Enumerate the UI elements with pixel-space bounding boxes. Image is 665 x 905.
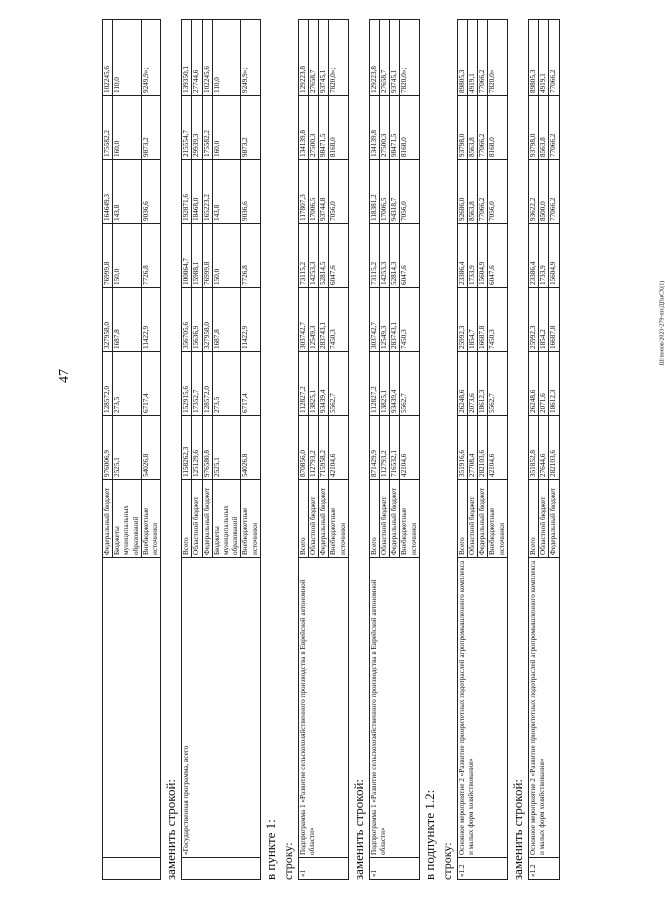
amount-cell: 1733,9: [468, 224, 478, 288]
amount-cell: 13825,1: [309, 352, 319, 416]
amount-cell: 27658,7: [380, 20, 390, 96]
amount-cell: 15604,9: [478, 224, 488, 288]
amount-cell: 7820,0»: [488, 20, 507, 96]
program-table-1: [181, 19, 261, 880]
amount-cell: 77066,2: [549, 96, 559, 160]
amount-cell: 13825,1: [380, 352, 390, 416]
amount-cell: 54026,8: [141, 416, 160, 480]
amount-cell: 93622,2: [528, 160, 538, 224]
amount-cell: 7820,0»;: [329, 20, 348, 96]
amount-cell: 125129,6: [192, 416, 202, 480]
amount-cell: 327958,0: [202, 288, 212, 352]
amount-cell: 54026,8: [241, 416, 260, 480]
amount-cell: 9036,6: [241, 160, 260, 224]
amount-cell: 303742,7: [369, 288, 379, 352]
table-row: [457, 20, 467, 880]
amount-cell: 716532,1: [390, 416, 400, 480]
table-row: [182, 20, 192, 880]
amount-cell: 164649,3: [103, 160, 113, 224]
page-number: 47: [57, 369, 72, 383]
amount-cell: 303742,7: [298, 288, 308, 352]
amount-cell: 93798,0: [457, 96, 467, 160]
amount-cell: 143,8: [212, 160, 241, 224]
amount-cell: 98471,5: [319, 96, 329, 160]
amount-cell: 16687,8: [549, 288, 559, 352]
amount-cell: 134139,8: [298, 96, 308, 160]
amount-cell: 1854,2: [539, 288, 549, 352]
amount-cell: 29939,3: [192, 96, 202, 160]
amount-cell: 27500,3: [309, 96, 319, 160]
amount-cell: 25992,3: [457, 288, 467, 352]
amount-cell: 327958,0: [103, 288, 113, 352]
amount-cell: 8500,0: [539, 160, 549, 224]
amount-cell: 128572,0: [103, 352, 113, 416]
amount-cell: 110,0: [212, 20, 241, 96]
amount-cell: 11422,9: [141, 288, 160, 352]
amount-cell: 143,8: [113, 160, 142, 224]
table-1-section: [181, 0, 261, 880]
funding-source-cell: Всего: [182, 480, 192, 558]
amount-cell: 6047,6: [329, 224, 348, 288]
amount-cell: 1854,7: [468, 288, 478, 352]
amount-cell: 93439,4: [319, 352, 329, 416]
amount-cell: 76999,8: [103, 224, 113, 288]
amount-cell: 27500,3: [380, 96, 390, 160]
amount-cell: 23386,4: [528, 224, 538, 288]
amount-cell: 7056,0: [488, 160, 507, 224]
table-3-body: [369, 20, 419, 880]
amount-cell: 6717,4: [141, 352, 160, 416]
amount-cell: 175582,2: [202, 96, 212, 160]
funding-source-cell: Внебюджетные источники: [400, 480, 419, 558]
amount-cell: 715958,2: [319, 416, 329, 480]
amount-cell: 27658,7: [309, 20, 319, 96]
amount-cell: 2071,6: [539, 352, 549, 416]
amount-cell: 8563,8: [468, 160, 478, 224]
funding-source-cell: Бюджеты муниципальных образований: [212, 480, 241, 558]
funding-source-cell: Всего: [457, 480, 467, 558]
amount-cell: 129223,8: [298, 20, 308, 96]
amount-cell: 175582,2: [103, 96, 113, 160]
amount-cell: 100864,7: [182, 224, 192, 288]
label-in-item-1: в пункте 1:: [262, 819, 278, 880]
table-row: [369, 20, 379, 880]
amount-cell: 8168,0: [400, 96, 419, 160]
amount-cell: 351916,6: [457, 416, 467, 480]
amount-cell: 26248,6: [457, 352, 467, 416]
table-0-body: [103, 20, 161, 880]
funding-source-cell: Областной бюджет: [309, 480, 319, 558]
funding-source-cell: Федеральный бюджет: [319, 480, 329, 558]
amount-cell: 8563,8: [468, 96, 478, 160]
label-replace-2: заменить строкой:: [350, 778, 366, 880]
amount-cell: 93745,1: [390, 20, 400, 96]
table-0-continuation: [102, 0, 161, 880]
amount-cell: 42104,6: [400, 416, 419, 480]
table-2-section: [298, 0, 349, 880]
amount-cell: 73115,2: [298, 224, 308, 288]
amount-cell: 870856,0: [298, 416, 308, 480]
funding-source-cell: Внебюджетные источники: [141, 480, 160, 558]
amount-cell: 12549,3: [309, 288, 319, 352]
funding-source-cell: Всего: [369, 480, 379, 558]
amount-cell: 77066,2: [478, 96, 488, 160]
amount-cell: 14253,3: [309, 224, 319, 288]
funding-source-cell: Бюджеты муниципальных образований: [113, 480, 142, 558]
funding-source-cell: Всего: [528, 480, 538, 558]
amount-cell: 94318,7: [390, 160, 400, 224]
amount-cell: 7726,8: [141, 224, 160, 288]
funding-source-cell: Федеральный бюджет: [549, 480, 559, 558]
amount-cell: 976006,9: [103, 416, 113, 480]
amount-cell: 5562,7: [329, 352, 348, 416]
table-2-body: [298, 20, 348, 880]
amount-cell: 16687,8: [478, 288, 488, 352]
amount-cell: 9036,6: [141, 160, 160, 224]
amount-cell: 93745,1: [319, 20, 329, 96]
amount-cell: 89805,3: [457, 20, 467, 96]
amount-cell: 128572,0: [202, 352, 212, 416]
amount-cell: 976580,8: [202, 416, 212, 480]
amount-cell: 7450,3: [329, 288, 348, 352]
amount-cell: 5562,7: [400, 352, 419, 416]
amount-cell: 6717,4: [241, 352, 260, 416]
amount-cell: 215554,7: [182, 96, 192, 160]
amount-cell: 110,0: [113, 20, 142, 96]
amount-cell: 15636,9: [192, 288, 202, 352]
program-table-3: [369, 19, 420, 880]
amount-cell: 273,5: [113, 352, 142, 416]
amount-cell: 12549,3: [380, 288, 390, 352]
table-4-section: [457, 0, 508, 880]
amount-cell: 6047,6: [400, 224, 419, 288]
amount-cell: 9249,9»;: [241, 20, 260, 96]
amount-cell: 17006,5: [309, 160, 319, 224]
amount-cell: 150,0: [212, 224, 241, 288]
amount-cell: 7450,3: [400, 288, 419, 352]
item-name-cell: Подпрограмма 1 «Развитие сельскохозяйственного производства в Еврейской автономной области»: [369, 558, 419, 858]
amount-cell: 160,0: [113, 96, 142, 160]
amount-cell: 102245,6: [103, 20, 113, 96]
item-name-cell: «Государственная программа, всего: [182, 558, 261, 858]
funding-source-cell: Областной бюджет: [192, 480, 202, 558]
amount-cell: 192871,6: [182, 160, 192, 224]
amount-cell: 8168,0: [488, 96, 507, 160]
row-number-cell: «1: [298, 858, 348, 880]
item-name-cell: [103, 558, 161, 858]
amount-cell: 7820,0»;: [400, 20, 419, 96]
amount-cell: 1733,9: [539, 224, 549, 288]
amount-cell: 112827,2: [298, 352, 308, 416]
amount-cell: 14253,3: [380, 224, 390, 288]
amount-cell: 150,0: [113, 224, 142, 288]
amount-cell: 18468,0: [192, 160, 202, 224]
amount-cell: 77066,2: [478, 20, 488, 96]
label-in-subitem-12: в подпункте 1.2:: [421, 789, 437, 880]
amount-cell: 52814,5: [319, 224, 329, 288]
table-1-body: [182, 20, 261, 880]
funding-source-cell: Областной бюджет: [539, 480, 549, 558]
amount-cell: 1687,8: [212, 288, 241, 352]
table-row: [528, 20, 538, 880]
amount-cell: 112793,2: [309, 416, 319, 480]
amount-cell: 25992,3: [528, 288, 538, 352]
amount-cell: 9249,9»;: [141, 20, 160, 96]
label-replace-1: заменить строкой:: [163, 778, 179, 880]
amount-cell: 4919,1: [539, 20, 549, 96]
amount-cell: 15988,1: [192, 224, 202, 288]
funding-source-cell: Внебюджетные источники: [329, 480, 348, 558]
amount-cell: 27644,6: [539, 416, 549, 480]
item-name-cell: Основное мероприятие 2 «Развитие приоритетных подотраслей агропромышленного комплекса и малых форм хозяйствования»: [457, 558, 507, 858]
table-row: [103, 20, 113, 880]
program-table-0: [102, 19, 161, 880]
program-table-5: [528, 19, 560, 880]
amount-cell: 282103,6: [478, 416, 488, 480]
rotated-page-content: [100, 0, 560, 880]
amount-cell: 356705,6: [182, 288, 192, 352]
table-4-body: [457, 20, 507, 880]
funding-source-cell: Областной бюджет: [380, 480, 390, 558]
row-number-cell: [182, 858, 261, 880]
table-5-body: [528, 20, 559, 880]
amount-cell: 139350,1: [182, 20, 192, 96]
funding-source-cell: Всего: [298, 480, 308, 558]
amount-cell: 112827,2: [369, 352, 379, 416]
amount-cell: 1158262,3: [182, 416, 192, 480]
amount-cell: 117807,3: [298, 160, 308, 224]
amount-cell: 9873,2: [241, 96, 260, 160]
row-number-cell: [103, 858, 161, 880]
amount-cell: 2073,6: [468, 352, 478, 416]
row-number-cell: «1.2: [528, 858, 559, 880]
amount-cell: 2525,1: [113, 416, 142, 480]
amount-cell: 23386,4: [457, 224, 467, 288]
amount-cell: 93744,8: [319, 160, 329, 224]
document-reference: Ш/попов/2023-279-пп/ДПиСХ(1): [659, 280, 665, 366]
amount-cell: 7056,0: [400, 160, 419, 224]
amount-cell: 4919,1: [468, 20, 478, 96]
amount-cell: 7450,3: [488, 288, 507, 352]
amount-cell: 273,5: [212, 352, 241, 416]
label-line-1: строку:: [280, 842, 295, 880]
amount-cell: 42104,6: [329, 416, 348, 480]
amount-cell: 17352,7: [192, 352, 202, 416]
funding-source-cell: Внебюджетные источники: [241, 480, 260, 558]
amount-cell: 9873,2: [141, 96, 160, 160]
table-row: [298, 20, 308, 880]
label-replace-3: заменить строкой:: [509, 778, 525, 880]
amount-cell: 42104,6: [488, 416, 507, 480]
table-5-section: [528, 0, 560, 880]
amount-cell: 152915,6: [182, 352, 192, 416]
amount-cell: 92686,0: [457, 160, 467, 224]
amount-cell: 27708,4: [468, 416, 478, 480]
amount-cell: 282103,6: [549, 416, 559, 480]
table-3-section: [369, 0, 420, 880]
amount-cell: 2525,1: [212, 416, 241, 480]
funding-source-cell: Федеральный бюджет: [390, 480, 400, 558]
amount-cell: 112793,2: [380, 416, 390, 480]
amount-cell: 26248,6: [528, 352, 538, 416]
funding-source-cell: Областной бюджет: [468, 480, 478, 558]
funding-source-cell: Федеральный бюджет: [478, 480, 488, 558]
amount-cell: 283743,1: [390, 288, 400, 352]
amount-cell: 89805,3: [528, 20, 538, 96]
amount-cell: 134139,8: [369, 96, 379, 160]
row-number-cell: «1.2: [457, 858, 507, 880]
item-name-cell: Подпрограмма 1 «Развитие сельскохозяйственного производства в Еврейской автономной области»: [298, 558, 348, 858]
amount-cell: 77066,2: [549, 160, 559, 224]
amount-cell: 160,0: [212, 96, 241, 160]
amount-cell: 77066,2: [478, 160, 488, 224]
amount-cell: 18612,3: [549, 352, 559, 416]
funding-source-cell: Внебюджетные источники: [488, 480, 507, 558]
amount-cell: 15604,9: [549, 224, 559, 288]
amount-cell: 18612,3: [478, 352, 488, 416]
row-number-cell: «1: [369, 858, 419, 880]
amount-cell: 8168,0: [329, 96, 348, 160]
program-table-4: [457, 19, 508, 880]
amount-cell: 76999,8: [202, 224, 212, 288]
amount-cell: 165223,2: [202, 160, 212, 224]
amount-cell: 351852,8: [528, 416, 538, 480]
item-name-cell: Основное мероприятие 2 «Развитие приоритетных подотраслей агропромышленного комплекса и малых форм хозяйствования»: [528, 558, 559, 858]
amount-cell: 6047,6: [488, 224, 507, 288]
amount-cell: 102245,6: [202, 20, 212, 96]
amount-cell: 52814,3: [390, 224, 400, 288]
amount-cell: 93439,4: [390, 352, 400, 416]
amount-cell: 7056,0: [329, 160, 348, 224]
label-line-2: строку:: [439, 842, 454, 880]
amount-cell: 7726,8: [241, 224, 260, 288]
amount-cell: 8563,8: [539, 96, 549, 160]
amount-cell: 5562,7: [488, 352, 507, 416]
amount-cell: 27744,6: [192, 20, 202, 96]
funding-source-cell: Федеральный бюджет: [103, 480, 113, 558]
amount-cell: 73115,2: [369, 224, 379, 288]
amount-cell: 11422,9: [241, 288, 260, 352]
amount-cell: 129223,8: [369, 20, 379, 96]
amount-cell: 17006,5: [380, 160, 390, 224]
funding-source-cell: Федеральный бюджет: [202, 480, 212, 558]
amount-cell: 98471,5: [390, 96, 400, 160]
amount-cell: 77066,2: [549, 20, 559, 96]
amount-cell: 118381,2: [369, 160, 379, 224]
amount-cell: 871429,9: [369, 416, 379, 480]
amount-cell: 1687,8: [113, 288, 142, 352]
program-table-2: [298, 19, 349, 880]
amount-cell: 93798,0: [528, 96, 538, 160]
amount-cell: 283743,1: [319, 288, 329, 352]
